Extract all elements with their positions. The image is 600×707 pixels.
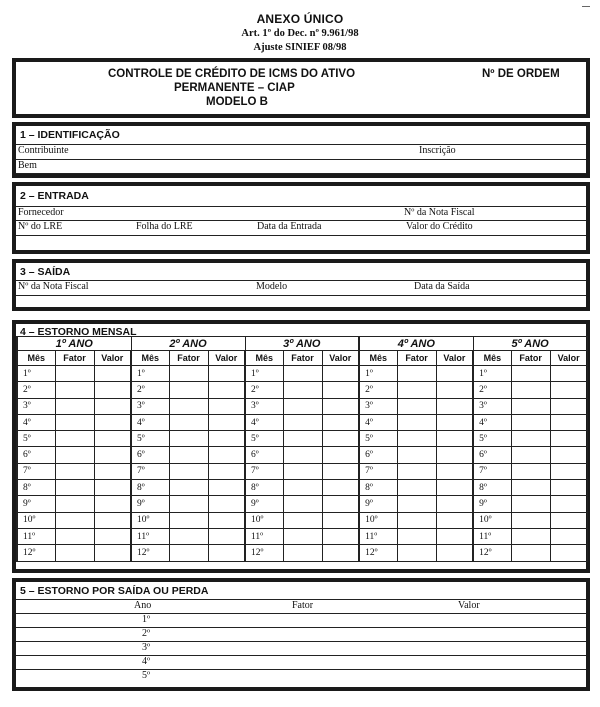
value-cell[interactable] [436, 512, 473, 528]
factor-column-header: Fator [55, 351, 94, 366]
factor-cell[interactable] [511, 431, 550, 447]
value-cell[interactable] [436, 366, 473, 382]
year-header: 3º ANO [245, 337, 359, 351]
year-header: 1º ANO [17, 337, 131, 351]
month-cell: 11º [17, 528, 55, 544]
value-cell[interactable] [436, 414, 473, 430]
form-title-line2: PERMANENTE – CIAP [174, 82, 295, 94]
factor-cell[interactable] [511, 447, 550, 463]
month-cell: 4º [131, 414, 169, 430]
factor-cell[interactable] [55, 414, 94, 430]
factor-column-header: Fator [292, 600, 314, 611]
month-column-header: Mês [245, 351, 283, 366]
factor-cell[interactable] [511, 512, 550, 528]
factor-cell[interactable] [397, 366, 436, 382]
month-column-header: Mês [131, 351, 169, 366]
value-cell[interactable] [208, 528, 245, 544]
month-cell: 7º [359, 463, 397, 479]
month-cell: 11º [131, 528, 169, 544]
value-cell[interactable] [322, 366, 359, 382]
table-row [17, 496, 587, 512]
value-cell[interactable] [322, 480, 359, 496]
factor-cell[interactable] [55, 398, 94, 414]
month-cell: 6º [17, 447, 55, 463]
month-cell: 5º [131, 431, 169, 447]
month-cell: 3º [17, 398, 55, 414]
month-cell: 6º [473, 447, 511, 463]
model-field[interactable]: Modelo [256, 281, 288, 292]
table-row [17, 480, 587, 496]
month-cell: 5º [359, 431, 397, 447]
factor-cell[interactable] [283, 398, 322, 414]
month-cell: 8º [473, 480, 511, 496]
table-row [17, 528, 587, 544]
value-cell[interactable] [94, 398, 131, 414]
value-cell[interactable] [550, 463, 587, 479]
year-header: 2º ANO [131, 337, 245, 351]
value-cell[interactable] [208, 545, 245, 561]
registration-field[interactable]: Inscrição [419, 145, 456, 156]
month-cell: 6º [245, 447, 283, 463]
month-cell: 6º [131, 447, 169, 463]
month-cell: 4º [17, 414, 55, 430]
factor-cell[interactable] [55, 545, 94, 561]
year-row-label: 5º [142, 670, 151, 681]
lre-page-field[interactable]: Folha do LRE [136, 221, 193, 232]
value-column-header: Valor [436, 351, 473, 366]
factor-cell[interactable] [283, 512, 322, 528]
month-cell: 5º [473, 431, 511, 447]
month-cell: 9º [131, 496, 169, 512]
month-cell: 12º [131, 545, 169, 561]
month-cell: 9º [473, 496, 511, 512]
month-cell: 8º [245, 480, 283, 496]
value-cell[interactable] [550, 414, 587, 430]
value-cell[interactable] [550, 545, 587, 561]
factor-cell[interactable] [511, 528, 550, 544]
factor-cell[interactable] [169, 447, 208, 463]
factor-cell[interactable] [397, 431, 436, 447]
month-cell: 8º [131, 480, 169, 496]
factor-column-header: Fator [283, 351, 322, 366]
factor-cell[interactable] [169, 528, 208, 544]
value-cell[interactable] [94, 480, 131, 496]
month-cell: 12º [473, 545, 511, 561]
section-title: 3 – SAÍDA [20, 266, 71, 278]
factor-cell[interactable] [283, 382, 322, 398]
value-cell[interactable] [208, 512, 245, 528]
form-title-line3: MODELO B [206, 96, 268, 108]
factor-cell[interactable] [283, 545, 322, 561]
form-title-box [12, 58, 590, 118]
month-cell: 10º [245, 512, 283, 528]
factor-cell[interactable] [397, 545, 436, 561]
year-header: 4º ANO [359, 337, 473, 351]
month-cell: 2º [473, 382, 511, 398]
exit-invoice-field[interactable]: Nº da Nota Fiscal [18, 281, 89, 292]
value-column-header: Valor [550, 351, 587, 366]
month-cell: 4º [359, 414, 397, 430]
value-cell[interactable] [94, 431, 131, 447]
factor-cell[interactable] [511, 366, 550, 382]
supplier-field[interactable]: Fornecedor [18, 207, 64, 218]
value-cell[interactable] [94, 528, 131, 544]
value-column-header: Valor [94, 351, 131, 366]
taxpayer-field[interactable]: Contribuinte [18, 145, 69, 156]
factor-cell[interactable] [283, 480, 322, 496]
table-row [17, 431, 587, 447]
value-cell[interactable] [208, 480, 245, 496]
section-title: 5 – ESTORNO POR SAÍDA OU PERDA [20, 585, 209, 597]
factor-cell[interactable] [283, 431, 322, 447]
year-row-label: 2º [142, 628, 151, 639]
factor-cell[interactable] [55, 480, 94, 496]
value-cell[interactable] [322, 512, 359, 528]
agreement-reference: Ajuste SINIEF 08/98 [253, 42, 347, 53]
factor-cell[interactable] [55, 382, 94, 398]
factor-cell[interactable] [55, 463, 94, 479]
value-cell[interactable] [322, 447, 359, 463]
value-column-header: Valor [322, 351, 359, 366]
factor-cell[interactable] [397, 463, 436, 479]
entry-date-field[interactable]: Data da Entrada [257, 221, 322, 232]
section-entry [12, 182, 590, 254]
table-row [17, 398, 587, 414]
value-cell[interactable] [550, 366, 587, 382]
value-cell[interactable] [208, 447, 245, 463]
factor-cell[interactable] [169, 496, 208, 512]
section-exit-loss-reversal [12, 578, 590, 691]
month-cell: 11º [245, 528, 283, 544]
value-cell[interactable] [436, 545, 473, 561]
factor-cell[interactable] [511, 414, 550, 430]
value-cell[interactable] [322, 414, 359, 430]
section-title: 1 – IDENTIFICAÇÃO [20, 129, 120, 141]
factor-cell[interactable] [511, 398, 550, 414]
value-cell[interactable] [322, 398, 359, 414]
factor-cell[interactable] [511, 496, 550, 512]
value-cell[interactable] [94, 447, 131, 463]
factor-cell[interactable] [511, 545, 550, 561]
value-cell[interactable] [550, 398, 587, 414]
value-cell[interactable] [550, 512, 587, 528]
value-cell[interactable] [436, 496, 473, 512]
value-cell[interactable] [208, 496, 245, 512]
month-cell: 9º [17, 496, 55, 512]
month-cell: 3º [473, 398, 511, 414]
value-cell[interactable] [208, 414, 245, 430]
month-cell: 5º [245, 431, 283, 447]
value-cell[interactable] [550, 382, 587, 398]
factor-cell[interactable] [397, 398, 436, 414]
value-cell[interactable] [436, 382, 473, 398]
month-cell: 8º [17, 480, 55, 496]
value-cell[interactable] [322, 431, 359, 447]
value-cell[interactable] [322, 463, 359, 479]
month-cell: 4º [473, 414, 511, 430]
factor-cell[interactable] [511, 463, 550, 479]
value-column-header: Valor [458, 600, 480, 611]
month-cell: 10º [17, 512, 55, 528]
month-cell: 10º [131, 512, 169, 528]
month-column-header: Mês [359, 351, 397, 366]
section-title: 2 – ENTRADA [20, 190, 89, 202]
month-cell: 10º [473, 512, 511, 528]
dash-mark [582, 6, 590, 7]
month-cell: 1º [359, 366, 397, 382]
month-cell: 1º [131, 366, 169, 382]
factor-cell[interactable] [397, 496, 436, 512]
month-cell: 6º [359, 447, 397, 463]
month-cell: 2º [131, 382, 169, 398]
month-cell: 7º [17, 463, 55, 479]
factor-column-header: Fator [169, 351, 208, 366]
table-row [17, 382, 587, 398]
section-exit [12, 259, 590, 311]
credit-value-field[interactable]: Valor do Crédito [406, 221, 473, 232]
form-title-line1: CONTROLE DE CRÉDITO DE ICMS DO ATIVO [108, 68, 356, 80]
order-number-label: Nº DE ORDEM [482, 68, 560, 80]
factor-cell[interactable] [397, 447, 436, 463]
value-cell[interactable] [436, 447, 473, 463]
value-cell[interactable] [94, 463, 131, 479]
value-cell[interactable] [322, 528, 359, 544]
factor-cell[interactable] [397, 512, 436, 528]
lre-number-field[interactable]: Nº do LRE [18, 221, 63, 232]
month-cell: 7º [245, 463, 283, 479]
month-cell: 3º [131, 398, 169, 414]
month-cell: 12º [245, 545, 283, 561]
factor-column-header: Fator [397, 351, 436, 366]
year-column-header: Ano [134, 600, 152, 611]
value-cell[interactable] [94, 512, 131, 528]
table-row [17, 366, 587, 382]
factor-cell[interactable] [283, 463, 322, 479]
year-row-label: 3º [142, 642, 151, 653]
factor-cell[interactable] [283, 366, 322, 382]
value-cell[interactable] [208, 366, 245, 382]
value-cell[interactable] [550, 431, 587, 447]
value-cell[interactable] [436, 480, 473, 496]
value-cell[interactable] [208, 382, 245, 398]
invoice-number-field[interactable]: Nº da Nota Fiscal [404, 207, 475, 218]
month-cell: 7º [131, 463, 169, 479]
table-row [17, 414, 587, 430]
factor-cell[interactable] [511, 382, 550, 398]
table-row [17, 463, 587, 479]
factor-cell[interactable] [397, 382, 436, 398]
value-cell[interactable] [550, 528, 587, 544]
factor-cell[interactable] [283, 528, 322, 544]
value-cell[interactable] [208, 431, 245, 447]
month-column-header: Mês [17, 351, 55, 366]
value-cell[interactable] [436, 463, 473, 479]
factor-cell[interactable] [283, 496, 322, 512]
section-title: 4 – ESTORNO MENSAL [20, 326, 137, 338]
value-cell[interactable] [436, 431, 473, 447]
value-cell[interactable] [436, 398, 473, 414]
exit-date-field[interactable]: Data da Saída [414, 281, 470, 292]
month-cell: 4º [245, 414, 283, 430]
factor-cell[interactable] [169, 382, 208, 398]
value-cell[interactable] [94, 382, 131, 398]
value-cell[interactable] [94, 496, 131, 512]
factor-cell[interactable] [169, 512, 208, 528]
factor-cell[interactable] [55, 512, 94, 528]
month-cell: 3º [359, 398, 397, 414]
value-cell[interactable] [322, 496, 359, 512]
factor-column-header: Fator [511, 351, 550, 366]
month-cell: 12º [17, 545, 55, 561]
year-row-label: 1º [142, 614, 151, 625]
factor-cell[interactable] [397, 528, 436, 544]
section-monthly-reversal [12, 320, 590, 573]
section-identification [12, 122, 590, 178]
value-cell[interactable] [94, 545, 131, 561]
factor-cell[interactable] [55, 528, 94, 544]
value-cell[interactable] [550, 480, 587, 496]
factor-cell[interactable] [169, 366, 208, 382]
value-column-header: Valor [208, 351, 245, 366]
value-cell[interactable] [550, 447, 587, 463]
year-header: 5º ANO [473, 337, 587, 351]
month-cell: 2º [17, 382, 55, 398]
factor-cell[interactable] [169, 463, 208, 479]
month-cell: 1º [245, 366, 283, 382]
value-cell[interactable] [322, 545, 359, 561]
decree-reference: Art. 1º do Dec. nº 9.961/98 [241, 28, 359, 39]
value-cell[interactable] [94, 366, 131, 382]
factor-cell[interactable] [169, 545, 208, 561]
table-row [17, 447, 587, 463]
month-cell: 11º [473, 528, 511, 544]
factor-cell[interactable] [169, 480, 208, 496]
month-cell: 12º [359, 545, 397, 561]
month-cell: 2º [245, 382, 283, 398]
month-cell: 2º [359, 382, 397, 398]
factor-cell[interactable] [511, 480, 550, 496]
value-cell[interactable] [94, 414, 131, 430]
month-cell: 10º [359, 512, 397, 528]
factor-cell[interactable] [169, 431, 208, 447]
month-cell: 7º [473, 463, 511, 479]
table-row [17, 512, 587, 528]
table-row [17, 545, 587, 561]
factor-cell[interactable] [283, 447, 322, 463]
month-cell: 3º [245, 398, 283, 414]
month-cell: 1º [473, 366, 511, 382]
month-column-header: Mês [473, 351, 511, 366]
factor-cell[interactable] [397, 414, 436, 430]
value-cell[interactable] [208, 463, 245, 479]
value-cell[interactable] [436, 528, 473, 544]
value-cell[interactable] [208, 398, 245, 414]
factor-cell[interactable] [397, 480, 436, 496]
month-cell: 9º [359, 496, 397, 512]
factor-cell[interactable] [55, 496, 94, 512]
factor-cell[interactable] [55, 431, 94, 447]
factor-cell[interactable] [169, 398, 208, 414]
annex-title: ANEXO ÚNICO [256, 12, 344, 26]
value-cell[interactable] [550, 496, 587, 512]
factor-cell[interactable] [169, 414, 208, 430]
year-row-label: 4º [142, 656, 151, 667]
factor-cell[interactable] [55, 447, 94, 463]
month-cell: 9º [245, 496, 283, 512]
asset-field[interactable]: Bem [18, 160, 37, 171]
month-cell: 5º [17, 431, 55, 447]
month-cell: 11º [359, 528, 397, 544]
factor-cell[interactable] [55, 366, 94, 382]
month-cell: 8º [359, 480, 397, 496]
value-cell[interactable] [322, 382, 359, 398]
month-cell: 1º [17, 366, 55, 382]
monthly-reversal-table [16, 336, 588, 562]
factor-cell[interactable] [283, 414, 322, 430]
